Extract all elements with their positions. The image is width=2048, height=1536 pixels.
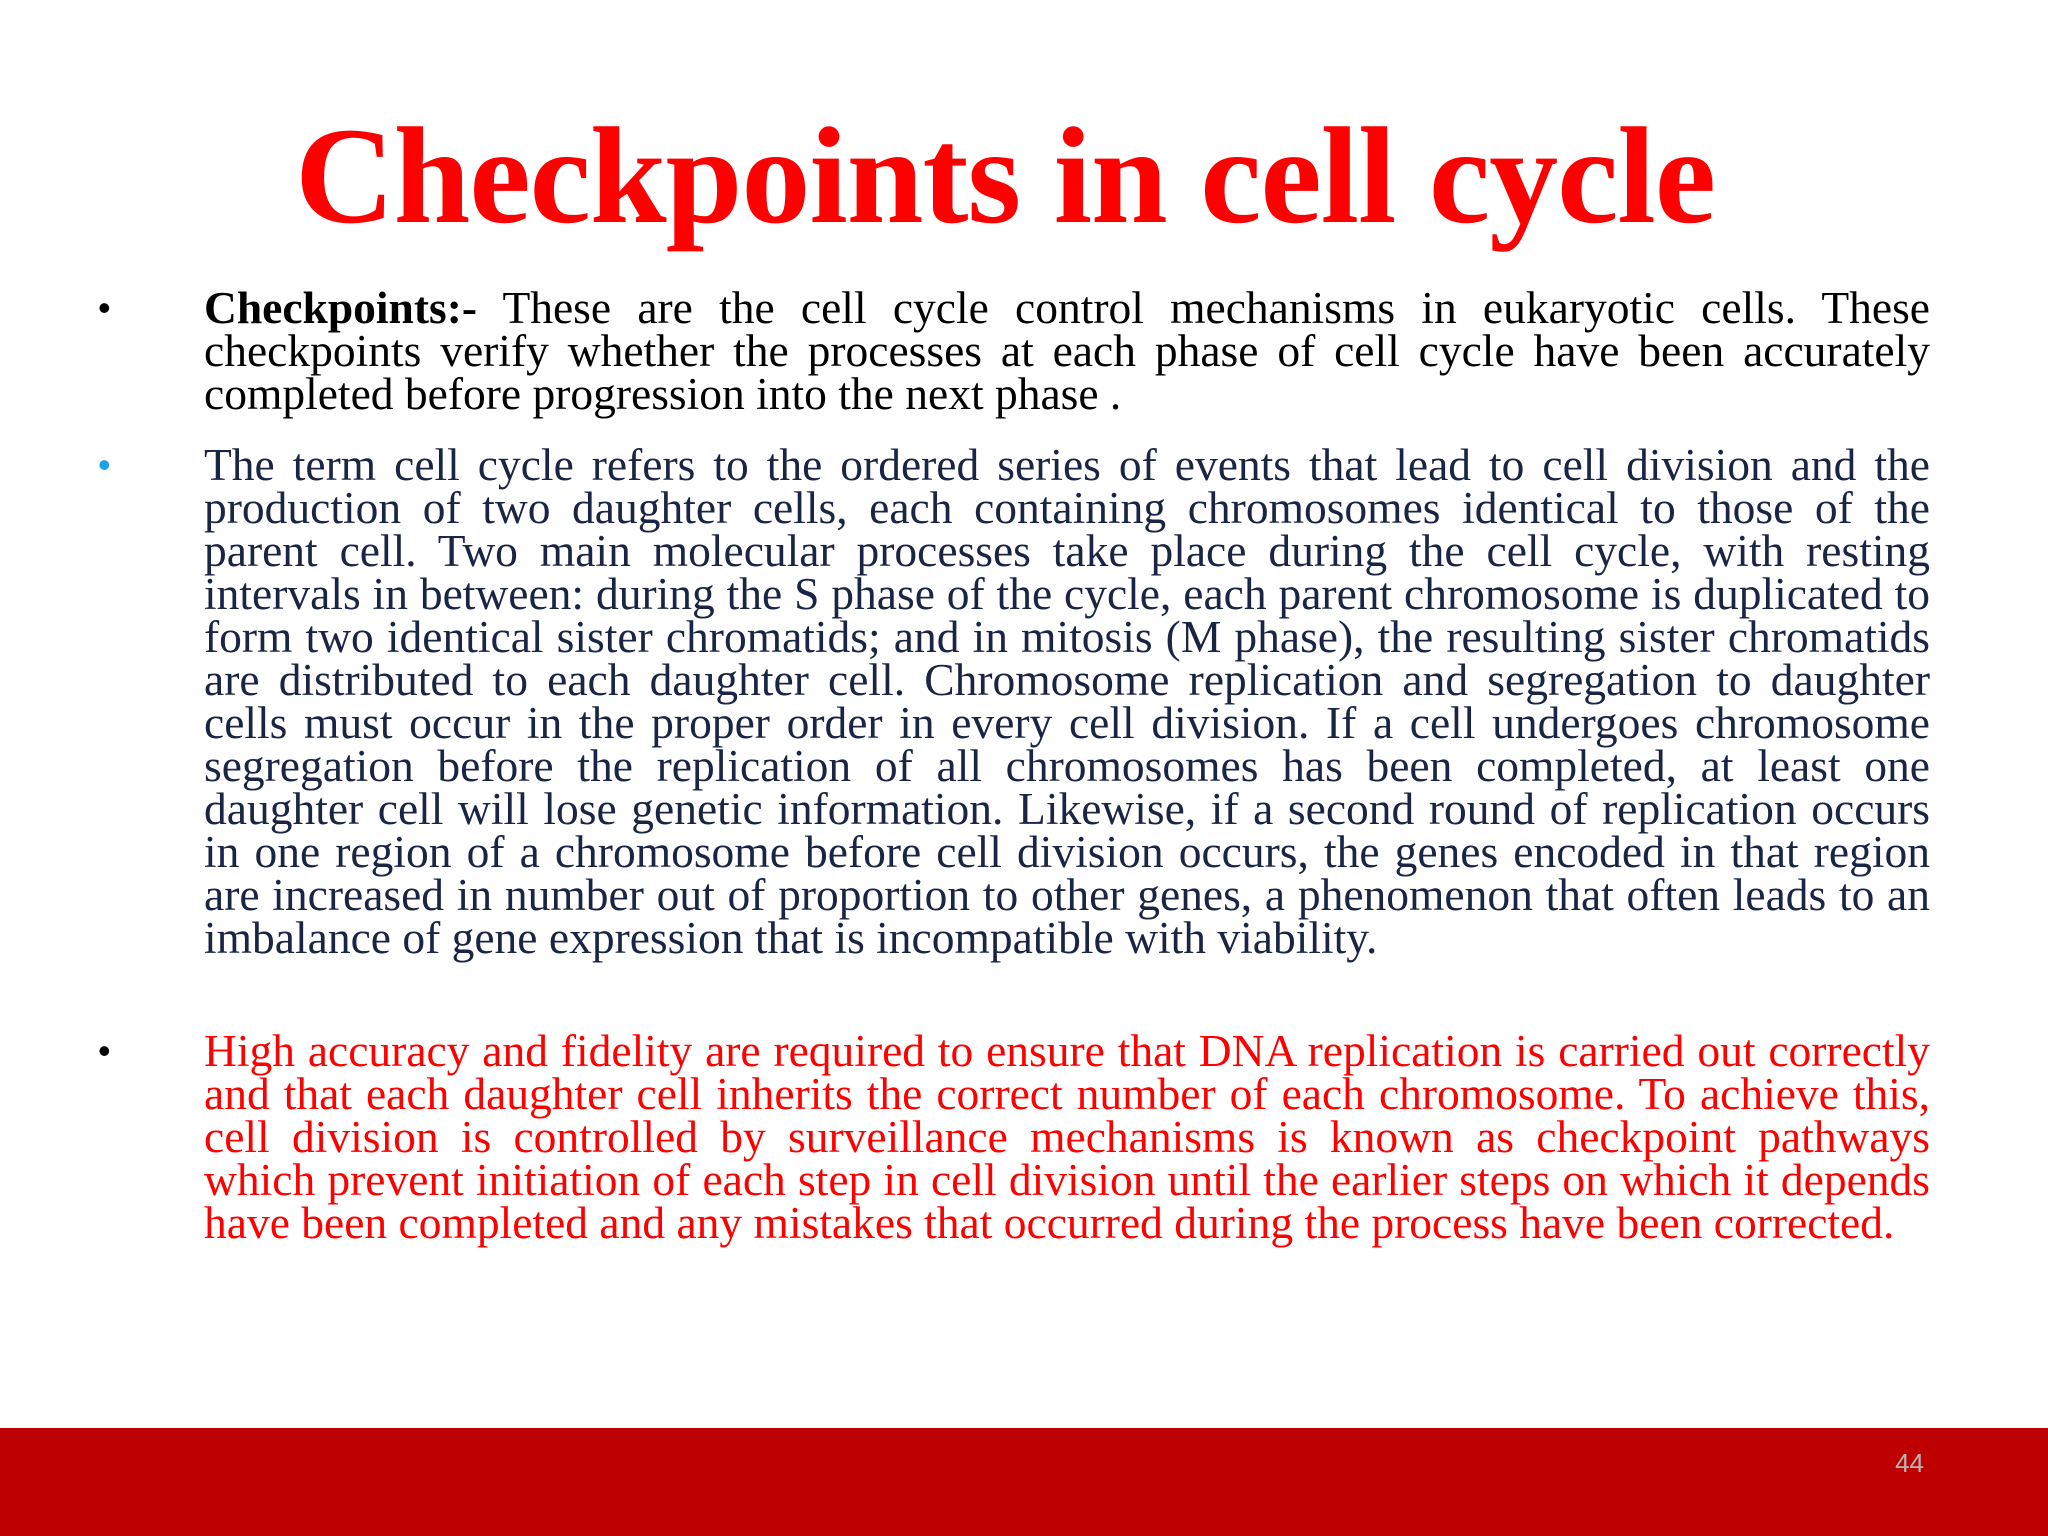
bullet-text: High accuracy and fidelity are required to ensure that DNA replication is carried out correctly and that each daughter cell inherits the correct number of each chromosome. To achieve this, cell division is controlled by surveillance mechanisms is known as checkpoint pathways which prevent initiation of each step in cell division until the earlier steps on which it depends have been completed and any mistakes that occurred during the process have been corrected. [204,1025,1930,1248]
slide-title: Checkpoints in cell cycle [294,99,1716,252]
page-number: 44 [1895,1448,1924,1478]
bullet-body: These are the cell cycle control mechanisms in eukaryotic cells. These checkpoints verify whether the processes at each phase of cell cycle have been accurately completed before progression into the next phase . [204,282,1930,419]
bullet-marker: • [98,444,111,485]
bullet-marker: • [98,1030,111,1071]
bullet-marker: • [98,287,111,328]
bullet-text: The term cell cycle refers to the ordered series of events that lead to cell division and the production of two daughter cells, each containing chromosomes identical to those of the parent cell. Two main molecular processes take place during the cell cycle, with resting intervals in between: during the S phase of the cycle, each parent chromosome is duplicated to form two identical sister chromatids; and in mitosis (M phase), the resulting sister chromatids are distributed to each daughter cell. Chromosome replication and segregation to daughter cells must occur in the proper order in every cell division. If a cell undergoes chromosome segregation before the replication of all chromosomes has been completed, at least one daughter cell will lose genetic information. Likewise, if a second round of replication occurs in one region of a chromosome before cell division occurs, the genes encoded in that region are increased in number out of proportion to other genes, a phenomenon that often leads to an imbalance of gene expression that is incompatible with viability. [204,439,1930,963]
footer-bar [0,1428,2048,1536]
bullet-lead-term: Checkpoints:- [204,282,478,333]
bullet-text [204,282,1930,419]
